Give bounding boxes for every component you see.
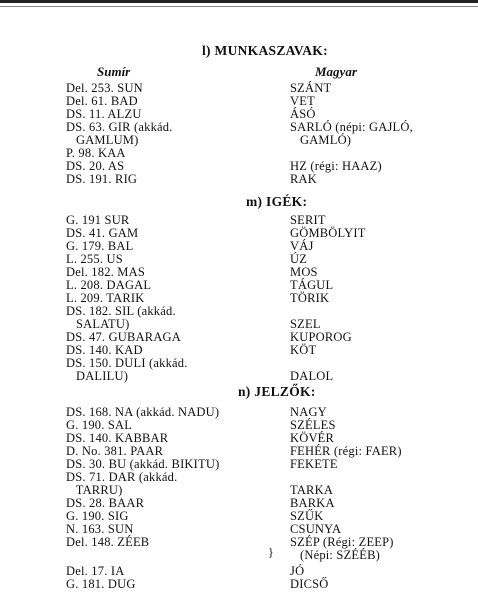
table-row: G. 190. SIG SZŰK bbox=[66, 509, 324, 523]
table-row: DS. 63. GIR (akkád. SARLÓ (népi: GAJLÓ, bbox=[66, 120, 413, 134]
table-row: Del. 182. MAS MOS bbox=[66, 265, 318, 279]
section-title-jelzok: n) JELZŐK: bbox=[238, 384, 316, 399]
table-row: D. No. 381. PAAR FEHÉR (régi: FAER) bbox=[66, 444, 402, 458]
table-row: DS. 20. AS HZ (régi: HAAZ) bbox=[66, 159, 382, 173]
table-row: G. 179. BAL VÁJ bbox=[66, 239, 314, 253]
table-row: L. 209. TARIK TÖRIK bbox=[66, 291, 330, 305]
section-title-igek: m) IGÉK: bbox=[246, 194, 308, 209]
table-row: DS. 140. KABBAR KÖVÉR bbox=[66, 431, 335, 445]
table-row: DALILU) DALOL bbox=[66, 369, 334, 383]
table-row: Del. 17. IA JÓ bbox=[66, 564, 305, 578]
table-row: L. 208. DAGAL TÁGUL bbox=[66, 278, 334, 292]
table-row: Del. 61. BAD VET bbox=[66, 94, 315, 108]
table-row: GAMLUM) GAMLÓ) bbox=[66, 133, 352, 147]
section-title-munkaszavak: l) MUNKASZAVAK: bbox=[202, 43, 328, 58]
table-row: G. 190. SAL SZÉLES bbox=[66, 418, 336, 432]
table-row: Del. 253. SUN SZÁNT bbox=[66, 81, 332, 95]
table-row: G. 191 SUR SERIT bbox=[66, 213, 326, 227]
table-row: Del. 148. ZÉEB SZÉP (Régi: ZEEP) bbox=[66, 535, 394, 549]
table-row: SALATU) SZEL bbox=[66, 317, 321, 331]
table-row: G. 181. DUG DICSŐ bbox=[66, 577, 329, 591]
table-row: DS. 30. BU (akkád. BIKITU) FEKETE bbox=[66, 457, 338, 471]
table-row: DS. 168. NA (akkád. NADU) NAGY bbox=[66, 405, 327, 419]
table-row: DS. 150. DULI (akkád. bbox=[66, 356, 188, 370]
column-header-magyar: Magyar bbox=[315, 64, 357, 79]
top-border-inner bbox=[0, 6, 478, 7]
table-row: L. 255. US ÚZ bbox=[66, 252, 308, 266]
top-border bbox=[0, 0, 478, 3]
table-row: DS. 191. RIG RAK bbox=[66, 172, 317, 186]
table-row: P. 98. KAA bbox=[66, 146, 126, 160]
table-row: TARRU) TARKA bbox=[66, 483, 334, 497]
column-header-sumir: Sumír bbox=[97, 64, 131, 79]
table-row: DS. 41. GAM GÖMBÖLYIT bbox=[66, 226, 366, 240]
table-row: DS. 28. BAAR BARKA bbox=[66, 496, 335, 510]
table-row: DS. 182. SIL (akkád. bbox=[66, 304, 176, 318]
table-row: DS. 71. DAR (akkád. bbox=[66, 470, 178, 484]
table-row: (Népi: SZÉÉB) bbox=[290, 548, 380, 562]
margin-mark: } bbox=[268, 545, 274, 559]
table-row: N. 163. SUN CSUNYA bbox=[66, 522, 342, 536]
table-row: DS. 11. ALZU ÁSÓ bbox=[66, 107, 316, 121]
table-row: DS. 140. KAD KÖT bbox=[66, 343, 317, 357]
table-row: DS. 47. GUBARAGA KUPOROG bbox=[66, 330, 352, 344]
